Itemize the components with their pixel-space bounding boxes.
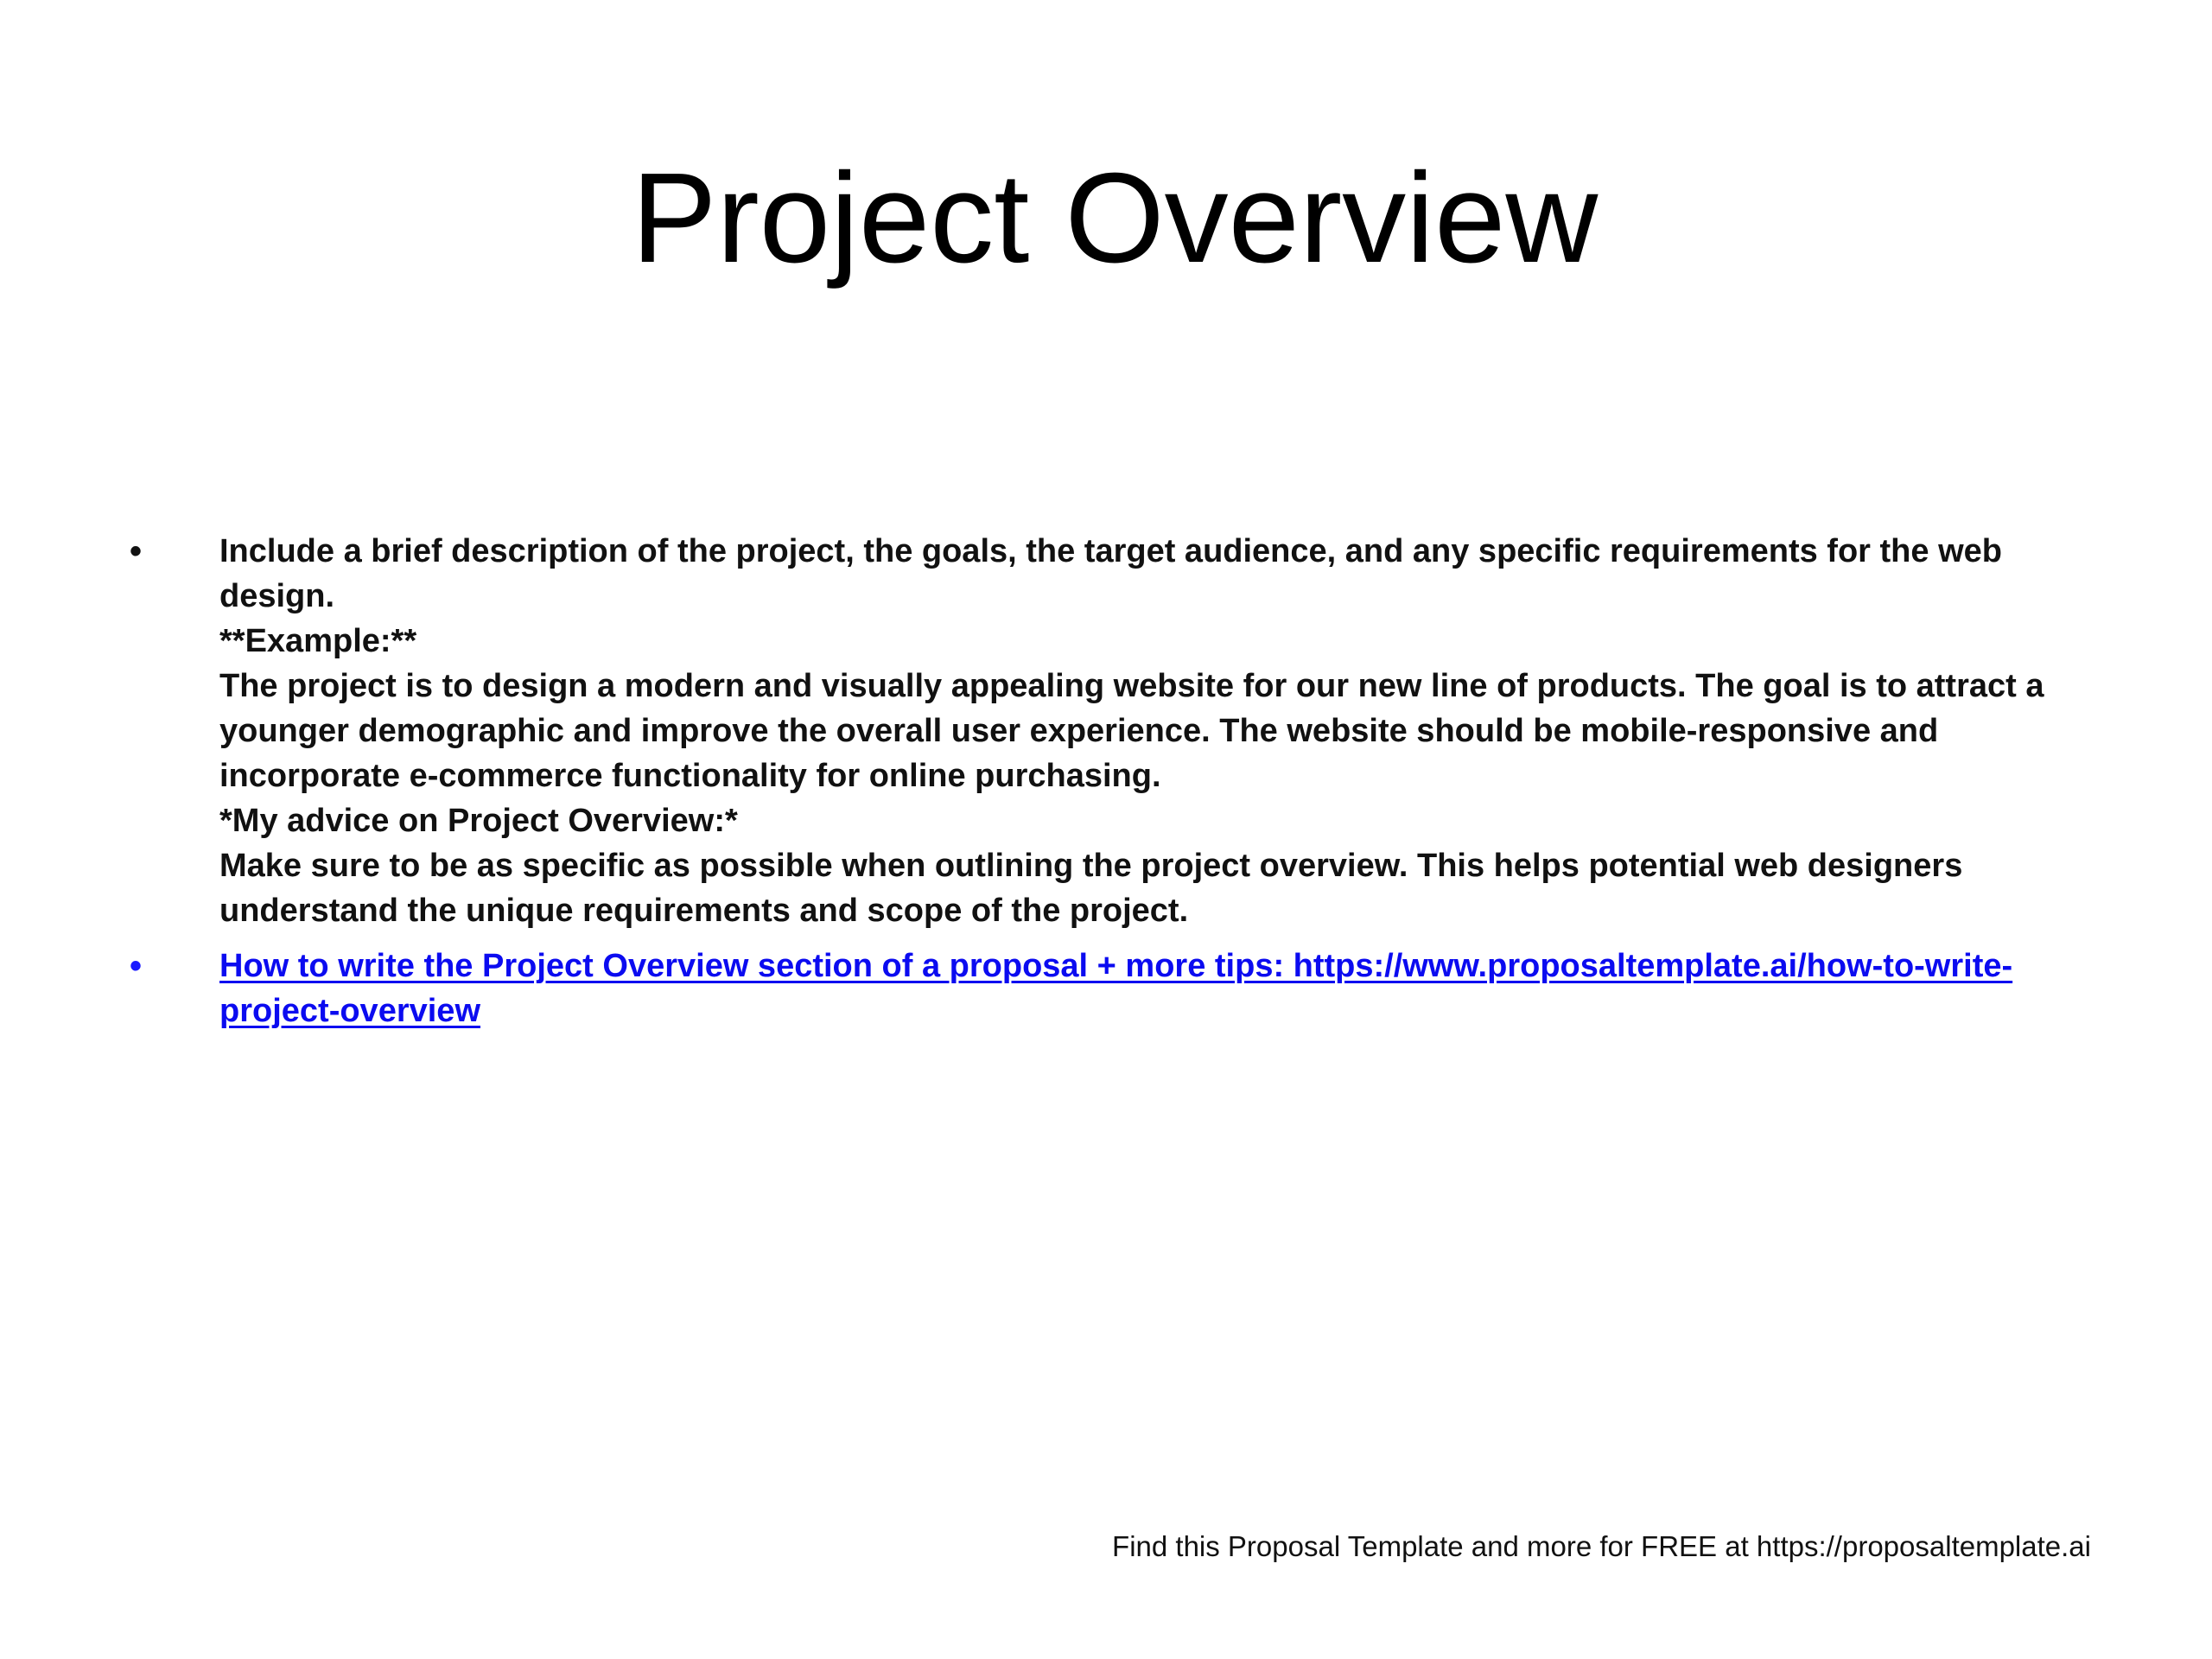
bullet-dot-icon: •	[130, 532, 143, 570]
how-to-write-link[interactable]: How to write the Project Overview section of a proposal + more tips: https://www.proposaltemplate.ai/how-to-write-project-overview	[219, 948, 2013, 1029]
slide-title: Project Overview	[631, 147, 1599, 289]
bullet-text-advice-body: Make sure to be as specific as possible when outlining the project overview. This helps potential web designers understand the unique requirements and scope of the project.	[219, 848, 1963, 929]
bullet-text-advice-heading: *My advice on Project Overview:*	[219, 803, 738, 839]
slide-content	[130, 529, 2074, 1044]
bullet-text-example-heading: **Example:**	[219, 623, 417, 659]
footer-note: Find this Proposal Template and more for FREE at https://proposaltemplate.ai	[1112, 1530, 2091, 1562]
bullet-item	[130, 529, 2074, 933]
bullet-text-description: Include a brief description of the project, the goals, the target audience, and any specific requirements for the web design.	[219, 533, 2002, 614]
bullet-body	[219, 529, 2074, 933]
bullet-body	[219, 944, 2074, 1033]
bullet-dot-icon: •	[130, 947, 143, 985]
bullet-item-link	[130, 944, 2074, 1033]
bullet-text-example-body: The project is to design a modern and visually appealing website for our new line of products. The goal is to attract a younger demographic and improve the overall user experience. The website should be mobile-responsive and incorporate e-commerce functionality for online purchasing.	[219, 668, 2044, 794]
